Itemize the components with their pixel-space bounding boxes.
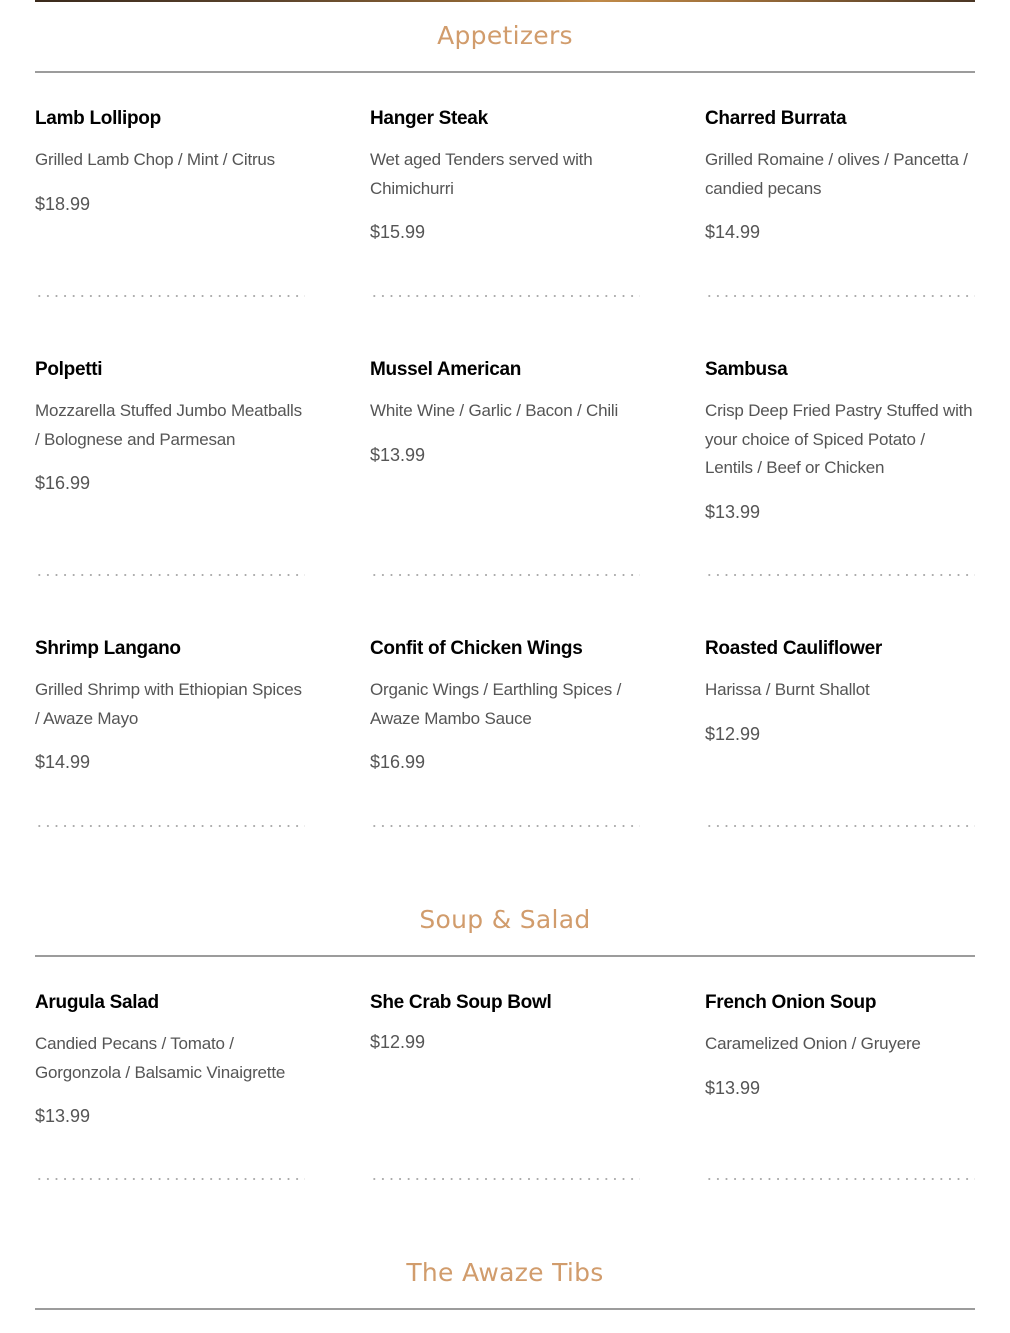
menu-item-name: Confit of Chicken Wings: [370, 638, 583, 659]
menu-item-price: $18.99: [35, 193, 91, 214]
dotted-separator: [370, 295, 640, 297]
menu-item-name: Polpetti: [35, 359, 103, 380]
menu-item: [705, 635, 975, 745]
section-title-soup-salad: Soup & Salad: [419, 905, 591, 934]
section-title-awaze-tibs: The Awaze Tibs: [406, 1258, 604, 1287]
menu-item: [35, 989, 305, 1127]
dotted-separator: [35, 574, 305, 576]
section-divider: [35, 955, 975, 957]
menu-item-name: Lamb Lollipop: [35, 108, 161, 129]
menu-item-description: Organic Wings / Earthling Spices / Awaze Mambo Sauce: [370, 680, 622, 728]
menu-item-name: She Crab Soup Bowl: [370, 992, 552, 1013]
menu-item: [370, 635, 640, 773]
menu-item-price: $15.99: [370, 222, 426, 242]
menu-item-description: White Wine / Garlic / Bacon / Chili: [370, 401, 619, 420]
menu-item-name: Arugula Salad: [35, 992, 159, 1013]
dotted-separator: [705, 825, 975, 827]
menu-item-description: Mozzarella Stuffed Jumbo Meatballs / Bolognese and Parmesan: [35, 401, 302, 449]
menu-item-price: $13.99: [705, 501, 761, 522]
section-divider: [35, 71, 975, 73]
section-title-appetizers: Appetizers: [437, 21, 573, 50]
menu-item-description: Caramelized Onion / Gruyere: [705, 1034, 921, 1053]
dotted-separator: [35, 1178, 305, 1180]
menu-item-price: $13.99: [705, 1077, 761, 1098]
menu-item-price: $12.99: [705, 723, 761, 744]
menu-item-description: Crisp Deep Fried Pastry Stuffed with your choice of Spiced Potato / Lentils / Beef or Chicken: [705, 401, 973, 477]
menu-item: [705, 989, 975, 1099]
menu-item-price: $14.99: [705, 222, 761, 242]
menu-item-price: $13.99: [370, 444, 426, 465]
menu-item: [370, 105, 640, 243]
menu-item-name: Hanger Steak: [370, 108, 488, 129]
menu-item-description: Grilled Lamb Chop / Mint / Citrus: [35, 150, 275, 169]
menu-item: [370, 356, 640, 466]
menu-item: [370, 989, 640, 1053]
menu-item-description: Wet aged Tenders served with Chimichurri: [370, 150, 593, 198]
menu-item-name: Charred Burrata: [705, 108, 847, 129]
menu-item-description: Grilled Romaine / olives / Pancetta / candied pecans: [705, 150, 968, 198]
menu-item-price: $16.99: [370, 752, 426, 772]
dotted-separator: [35, 825, 305, 827]
section-divider: [35, 1308, 975, 1310]
menu-item-price: $12.99: [370, 1032, 426, 1052]
menu-item-name: French Onion Soup: [705, 992, 877, 1013]
menu-item-name: Mussel American: [370, 359, 522, 380]
dotted-separator: [705, 295, 975, 297]
dotted-separator: [370, 574, 640, 576]
dotted-separator: [705, 574, 975, 576]
menu-item-price: $14.99: [35, 752, 91, 772]
dotted-separator: [35, 295, 305, 297]
menu-item-description: Candied Pecans / Tomato / Gorgonzola / Balsamic Vinaigrette: [35, 1034, 286, 1082]
menu-item-name: Roasted Cauliflower: [705, 638, 882, 659]
menu-item-price: $16.99: [35, 473, 91, 493]
menu-item: [35, 105, 305, 215]
menu-item: [705, 105, 975, 243]
menu-item-description: Grilled Shrimp with Ethiopian Spices / Awaze Mayo: [35, 680, 302, 728]
menu-item-name: Sambusa: [705, 359, 788, 380]
dotted-separator: [705, 1178, 975, 1180]
menu-item-name: Shrimp Langano: [35, 638, 181, 659]
menu-item: [35, 635, 305, 773]
menu-item-price: $13.99: [35, 1106, 91, 1126]
dotted-separator: [370, 1178, 640, 1180]
hero-image-edge: [35, 0, 975, 2]
menu-item-description: Harissa / Burnt Shallot: [705, 680, 870, 699]
menu-item: [705, 356, 975, 523]
dotted-separator: [370, 825, 640, 827]
menu-item: [35, 356, 305, 494]
